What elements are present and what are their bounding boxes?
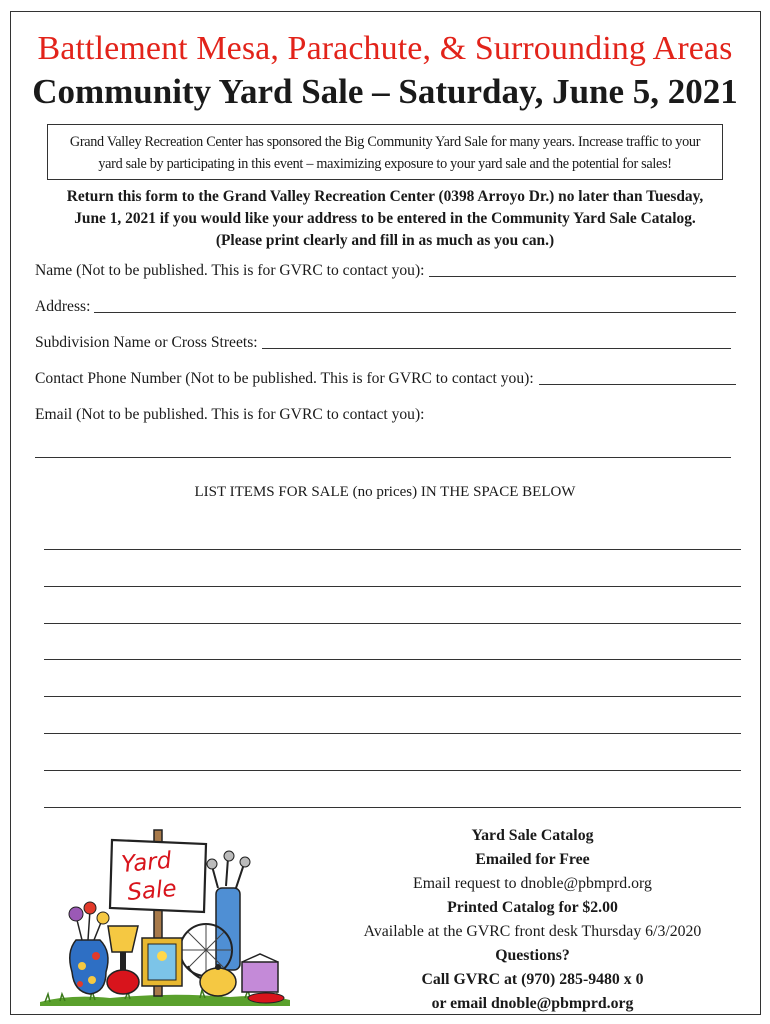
item-line[interactable]: [44, 807, 741, 808]
sign-word-sale: Sale: [126, 875, 178, 906]
intro-line-1: Grand Valley Recreation Center has sponsored the Big Community Yard Sale for many years. Increase traffic to your: [69, 134, 701, 150]
catalog-printed: Printed Catalog for $2.00: [447, 899, 618, 916]
items-heading: LIST ITEMS FOR SALE (no prices) IN THE SPACE BELOW: [194, 484, 576, 500]
subdivision-field-label: Subdivision Name or Cross Streets:: [35, 334, 258, 351]
item-line[interactable]: [44, 549, 741, 550]
yard-sale-illustration: [30, 826, 295, 1006]
catalog-questions: Questions?: [495, 947, 570, 964]
catalog-email-request: Email request to dnoble@pbmprd.org: [413, 875, 652, 892]
phone-field-line[interactable]: [539, 384, 736, 385]
intro-line-2: yard sale by participating in this event – maximizing exposure to your yard sale and the potential for sales!: [98, 156, 672, 172]
catalog-or-email: or email dnoble@pbmprd.org: [431, 995, 634, 1012]
catalog-title: Yard Sale Catalog: [471, 827, 594, 844]
phone-field-label: Contact Phone Number (Not to be published. This is for GVRC to contact you):: [35, 370, 534, 387]
item-line[interactable]: [44, 770, 741, 771]
email-field-label: Email (Not to be published. This is for GVRC to contact you):: [35, 406, 425, 423]
return-line-3: (Please print clearly and fill in as much as you can.): [215, 232, 555, 249]
item-line[interactable]: [44, 696, 741, 697]
email-field-line[interactable]: [35, 457, 731, 458]
return-instructions: [0, 186, 770, 252]
catalog-call: Call GVRC at (970) 285-9480 x 0: [421, 971, 644, 988]
intro-box: [47, 124, 723, 180]
item-line[interactable]: [44, 733, 741, 734]
address-field-line[interactable]: [94, 312, 736, 313]
page-title-event: Community Yard Sale – Saturday, June 5, 2021: [32, 72, 738, 111]
catalog-info: [335, 824, 730, 1016]
page-title-areas: Battlement Mesa, Parachute, & Surrounding Areas: [37, 30, 733, 67]
item-line[interactable]: [44, 659, 741, 660]
subdivision-field-line[interactable]: [262, 348, 731, 349]
return-line-2: June 1, 2021 if you would like your address to be entered in the Community Yard Sale Catalog.: [74, 210, 696, 227]
catalog-emailed: Emailed for Free: [475, 851, 590, 868]
item-line[interactable]: [44, 623, 741, 624]
item-line[interactable]: [44, 586, 741, 587]
address-field-label: Address:: [35, 298, 91, 315]
name-field-line[interactable]: [429, 276, 736, 277]
name-field-label: Name (Not to be published. This is for GVRC to contact you):: [35, 262, 425, 279]
catalog-availability: Available at the GVRC front desk Thursday 6/3/2020: [363, 923, 702, 940]
return-line-1: Return this form to the Grand Valley Recreation Center (0398 Arroyo Dr.) no later than Tuesday,: [66, 188, 704, 205]
sign-word-yard: Yard: [120, 847, 173, 878]
